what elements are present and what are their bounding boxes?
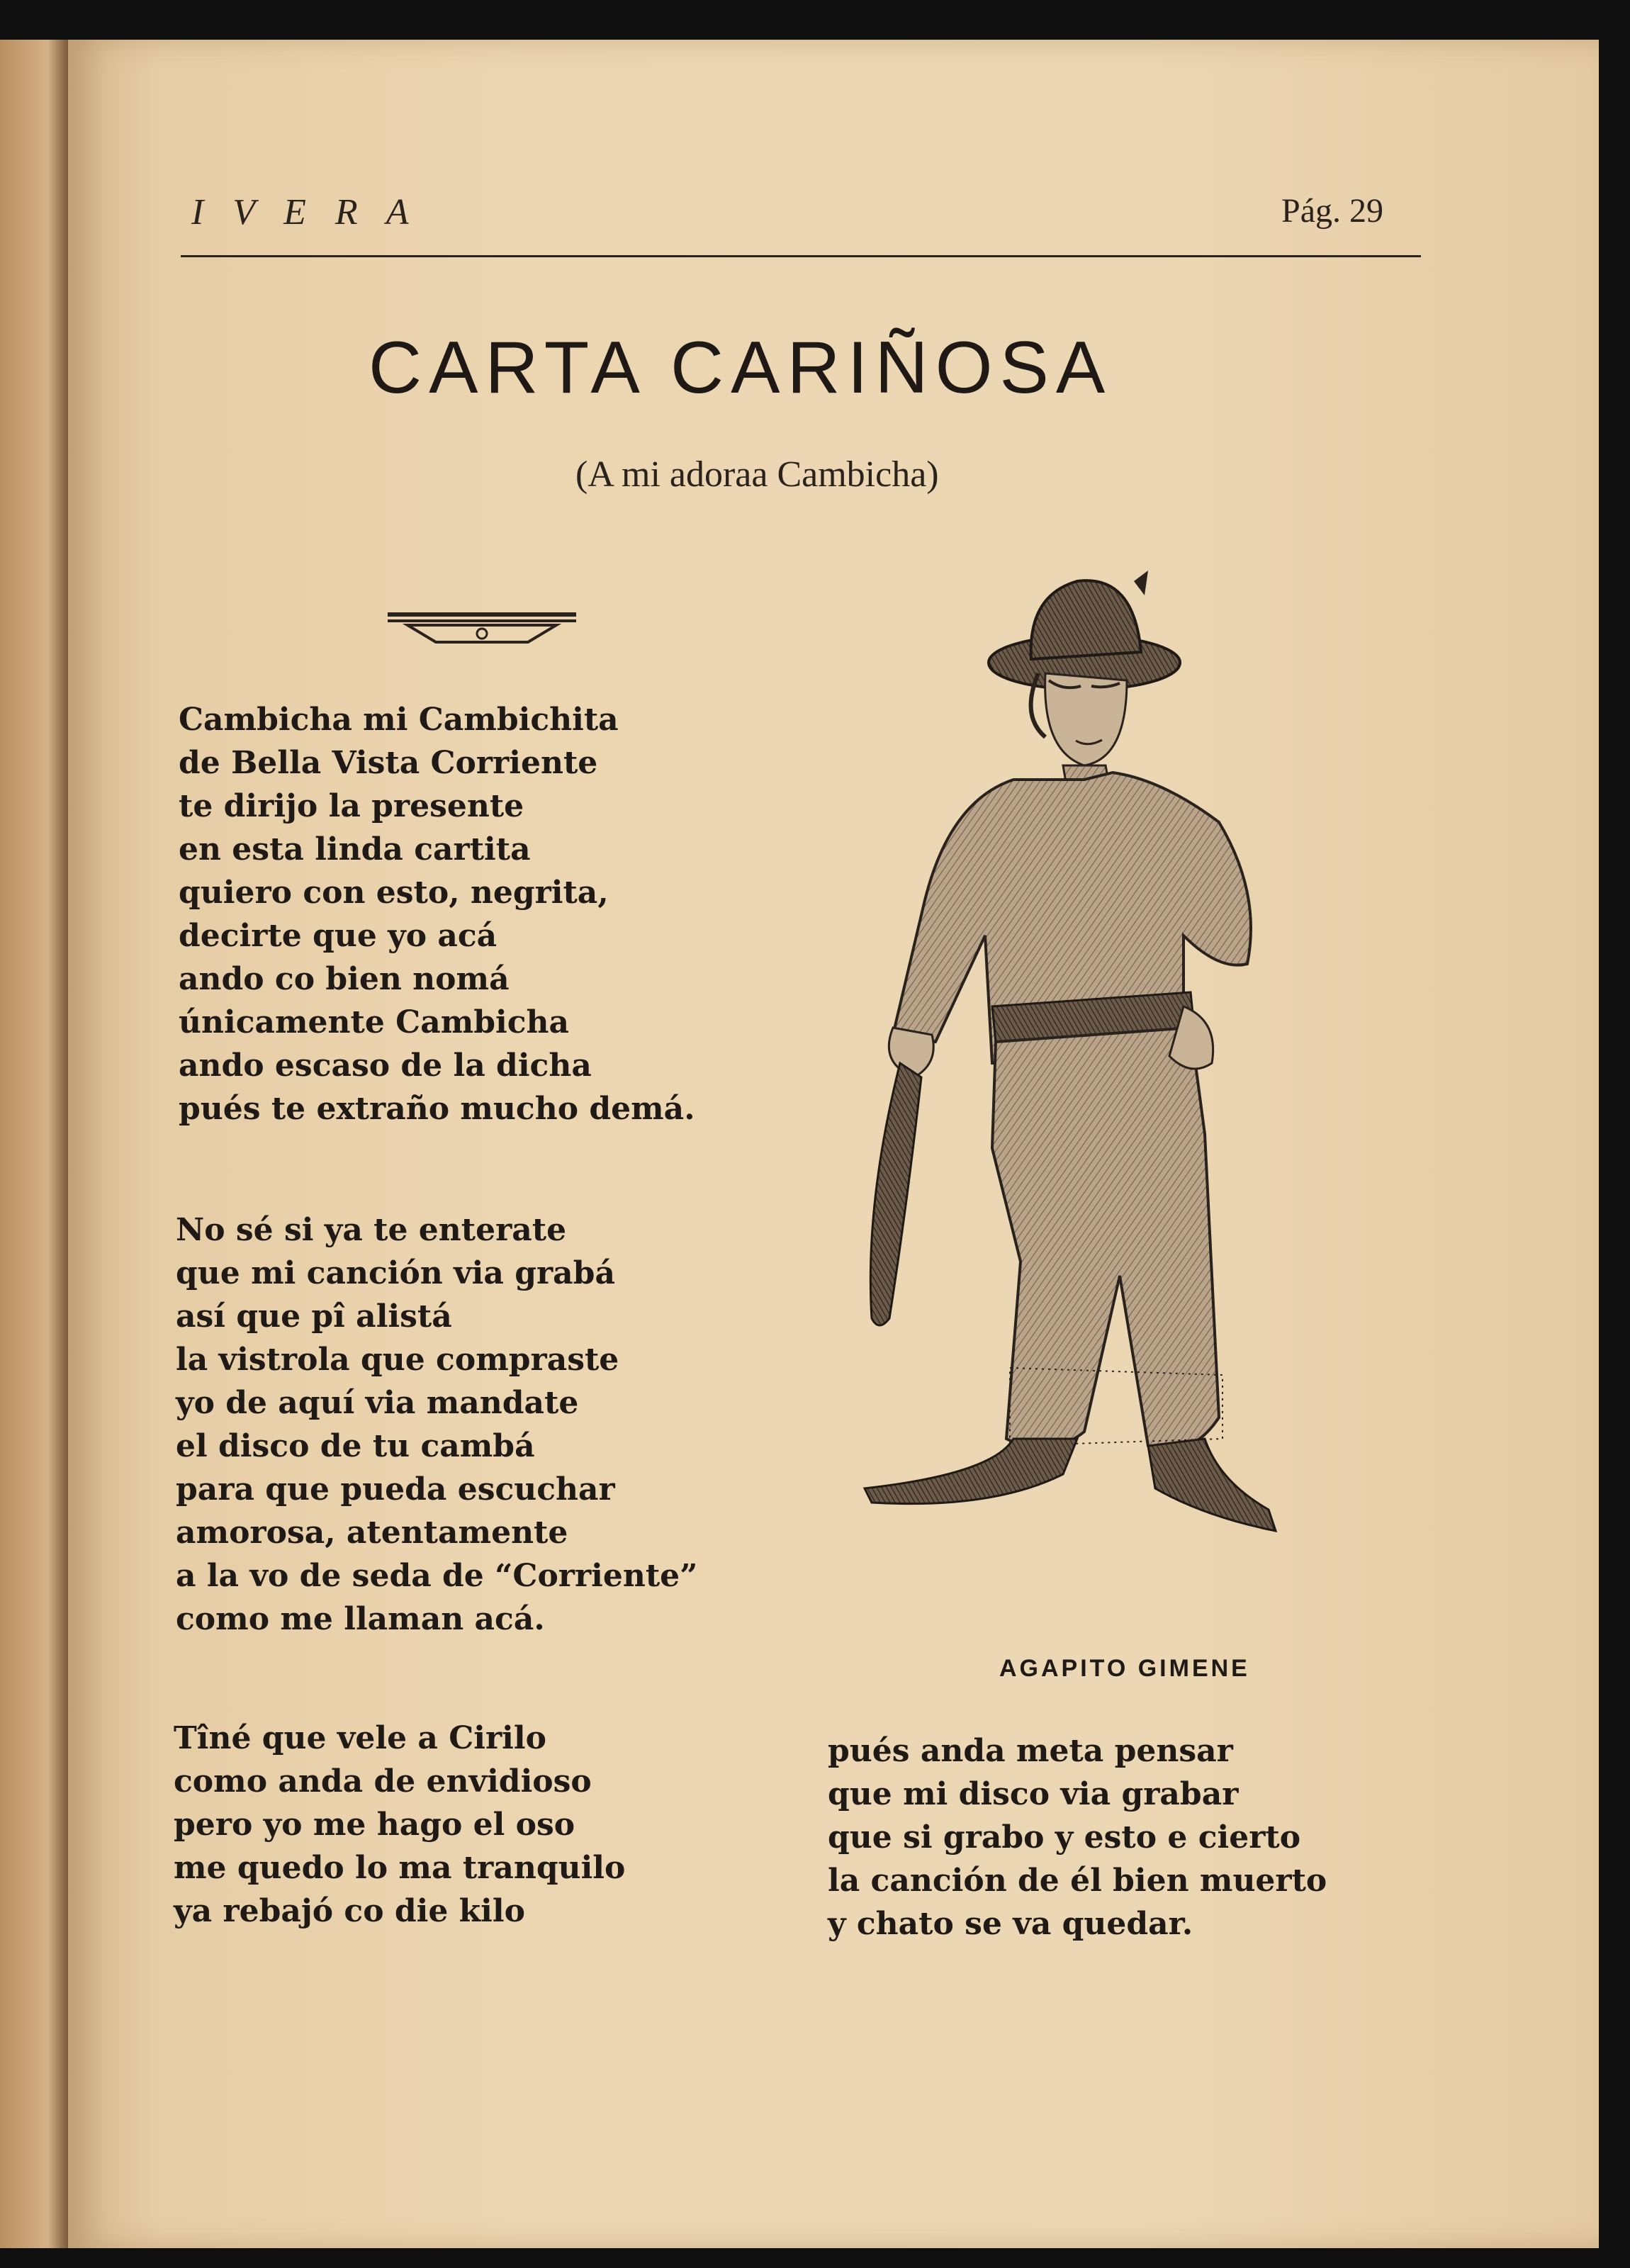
verse-line: la vistrola que compraste [176, 1342, 619, 1378]
verse-line: que si grabo y esto e cierto [828, 1819, 1301, 1856]
verse-line: como anda de envidioso [174, 1763, 592, 1800]
verse-line: y chato se va quedar. [828, 1906, 1193, 1942]
verse-line: de Bella Vista Corriente [179, 745, 598, 781]
poem-dedication: (A mi adoraa Cambicha) [575, 454, 939, 495]
stanza-2 [176, 1208, 697, 1641]
illustration-caption: AGAPITO GIMENE [999, 1655, 1250, 1682]
verse-line: como me llaman acá. [176, 1601, 545, 1637]
verse-line: el disco de tu cambá [176, 1428, 535, 1464]
show-through-text [1332, 326, 1368, 539]
verse-line: ando co bien nomá [179, 961, 510, 997]
verse-line: así que pî alistá [176, 1298, 452, 1335]
verse-line: en esta linda cartita [179, 831, 531, 868]
right-boot [1148, 1439, 1276, 1531]
verse-line: me quedo lo ma tranquilo [174, 1850, 626, 1886]
verse-line: ya rebajó co die kilo [174, 1893, 525, 1929]
verse-line: ando escaso de la dicha [179, 1048, 592, 1084]
verse-line: que mi canción via grabá [176, 1255, 615, 1291]
verse-line: te dirijo la presente [179, 788, 524, 824]
page-number: Pág. 29 [1281, 192, 1383, 230]
ornament-divider [386, 610, 578, 652]
left-boot [865, 1439, 1077, 1504]
stanza-4 [828, 1729, 1327, 1946]
verse-line: pués te extraño mucho demá. [179, 1091, 695, 1127]
verse-line: yo de aquí via mandate [176, 1385, 579, 1421]
stanza-3 [174, 1717, 625, 1933]
stanza-1 [179, 698, 695, 1130]
verse-line: pero yo me hago el oso [174, 1807, 575, 1843]
verse-line: que mi disco via grabar [828, 1776, 1239, 1812]
verse-line: Cambicha mi Cambichita [179, 702, 619, 738]
magazine-name: I V E R A [191, 192, 419, 232]
verse-line: la canción de él bien muerto [828, 1863, 1327, 1899]
gaucho-illustration [850, 567, 1304, 1630]
previous-page-edge [0, 40, 68, 2248]
whip [870, 1063, 921, 1325]
header-rule [181, 255, 1421, 257]
verse-line: decirte que yo acá [179, 918, 498, 954]
verse-line: Tîné que vele a Cirilo [174, 1720, 546, 1756]
verse-line: a la vo de seda de “Corriente” [176, 1558, 698, 1594]
verse-line: No sé si ya te enterate [176, 1212, 567, 1248]
poem-title: CARTA CARIÑOSA [369, 327, 1113, 409]
verse-line: pués anda meta pensar [828, 1733, 1233, 1769]
verse-line: quiero con esto, negrita, [179, 875, 609, 911]
hat [989, 571, 1180, 690]
trousers [992, 1028, 1219, 1449]
verse-line: amorosa, atentamente [176, 1515, 568, 1551]
verse-line: para que pueda escuchar [176, 1471, 615, 1508]
face [1031, 673, 1127, 765]
verse-line: únicamente Cambicha [179, 1004, 570, 1040]
